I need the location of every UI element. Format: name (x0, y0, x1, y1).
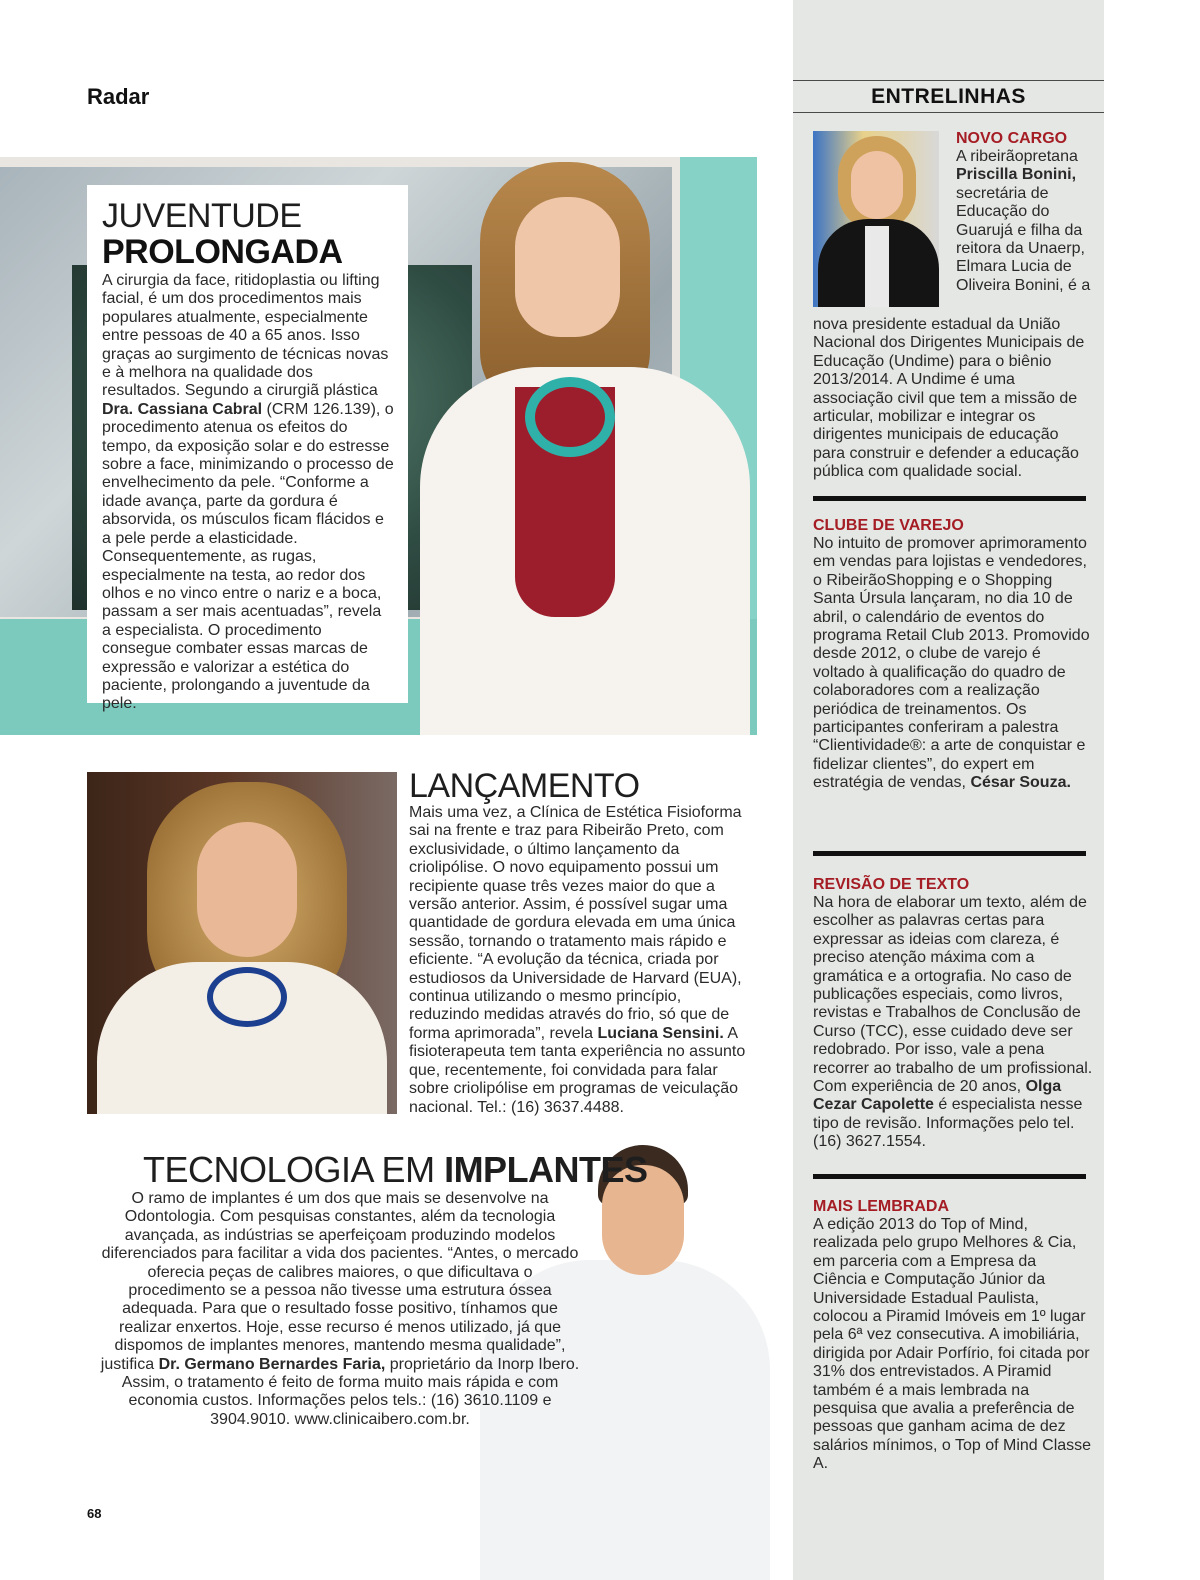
story-implantes-title: TECNOLOGIA EM IMPLANTES (143, 1149, 648, 1190)
novo-cargo-photo (813, 131, 939, 307)
sidebar-separator (813, 1174, 1086, 1179)
mais-lembrada-body: A edição 2013 do Top of Mind, realizada pelo grupo Melhores & Cia, em parceria com a Empresa da Ciência e Computação Júnior da Universidade Estadual Paulista, colocou a Piramid Imóveis em 1º lugar pela 6ª vez consecutiva. A imobiliária, dirigida por Adair Porfírio, foi citada por 31% dos entrevistados. A Piramid também é a mais lembrada na pesquisa que avalia a preferência de pessoas que ganham acima de dez salários mínimos, o Top of Mind Classe A. (813, 1216, 1092, 1473)
page-number: 68 (87, 1506, 102, 1521)
sidebar-separator (813, 851, 1086, 856)
revisao-texto-item (813, 876, 1093, 1152)
mais-lembrada-heading: MAIS LEMBRADA (813, 1198, 949, 1215)
story-implantes-body: O ramo de implantes é um dos que mais se desenvolve na Odontologia. Com pesquisas constantes, além da tecnologia avançada, as indústrias se aperfeiçoam produzindo modelos diferenciados para facilitar a vida dos pacientes. “Antes, o mercado oferecia peças de calibres maiores, o que dificultava o procedimento se a pessoa não tivesse uma estrutura óssea adequada. Para que o resultado fosse positivo, tínhamos que realizar enxertos. Hoje, esse recurso é menos utilizado, já que dispomos de implantes menores, mantendo mesma qualidade”, justifica Dr. Germano Bernardes Faria, proprietário da Inorp Ibero. Assim, o tratamento é feito de forma muito mais rápida e com economia custos. Informações pelos tels.: (16) 3610.1109 e 3904.9010. www.clinicaibero.com.br. (100, 1190, 580, 1428)
story-lancamento (409, 768, 754, 1117)
novo-cargo-body: A ribeirãopretana Priscilla Bonini, secretária de Educação do Guarujá e filha da reitora da Unaerp, Elmara Lucia de Oliveira Bonini, é a (956, 148, 1091, 294)
story-juventude-body: A cirurgia da face, ritidoplastia ou lifting facial, é um dos procedimentos mais populares atualmente, especialmente entre pessoas de 40 a 65 anos. Isso graças ao surgimento de técnicas novas e à melhora na qualidade dos resultados. Segundo a cirurgiã plástica Dra. Cassiana Cabral (CRM 126.139), o procedimento atenua os efeitos do tempo, da exposição solar e do estresse sobre a face, minimizando o processo de envelhecimento da pele. “Conforme a idade avança, parte da gordura é absorvida, os músculos ficam flácidos e a pele perde a elasticidade. Consequentemente, as rugas, especialmente na testa, ao redor dos olhos e no vinco entre o nariz e a boca, passam a ser mais acentuadas”, revela a especialista. O procedimento consegue combater essas marcas de expressão e valorizar a estética do paciente, prolongando a juventude da pele. (102, 272, 394, 713)
sidebar-top-rule (793, 80, 1104, 81)
novo-cargo-heading: NOVO CARGO (956, 130, 1068, 147)
story-juventude-title-bold: PROLONGADA (102, 233, 343, 271)
revisao-texto-body: Na hora de elaborar um texto, além de escolher as palavras certas para expressar as ideias com clareza, é preciso atenção máxima com a gramática e a ortografia. No caso de publicações especiais, como livros, revistas e Trabalhos de Conclusão de Curso (TCC), esse cuidado deve ser redobrado. Por isso, vale a pena recorrer ao trabalho de um profissional. Com experiência de 20 anos, Olga Cezar Capolette é especialista nesse tipo de revisão. Informações pelo tel. (16) 3627.1554. (813, 894, 1093, 1151)
story-juventude-title-light: JUVENTUDE (102, 197, 302, 235)
novo-cargo-body-continued: nova presidente estadual da União Nacional dos Dirigentes Municipais de Educação (Undime) para o biênio 2013/2014. A Undime é uma associação civil que tem a missão de articular, mobilizar e integrar os dirigentes municipais de educação para construir e defender a educação pública com qualidade social. (813, 316, 1085, 481)
story-lancamento-title: LANÇAMENTO (409, 767, 640, 805)
story-lancamento-body: Mais uma vez, a Clínica de Estética Fisioforma sai na frente e traz para Ribeirão Preto, com exclusividade, o último lançamento da criolipólise. O novo equipamento possui um recipiente quase três vezes maior do que a versão anterior. Assim, é possível sugar uma quantidade de gordura elevada em uma única sessão, tornando o tratamento mais rápido e eficiente. “A evolução da técnica, criada por estudiosos da Universidade de Harvard (EUA), continua utilizando o mesmo princípio, reduzindo medidas através do frio, só que de forma aprimorada”, revela Luciana Sensini. A fisioterapeuta tem tanta experiência no assunto que, recentemente, foi convidada para falar sobre criolipólise em programas de veiculação nacional. Tel.: (16) 3637.4488. (409, 804, 746, 1116)
clube-varejo-heading: CLUBE DE VAREJO (813, 517, 964, 534)
novo-cargo-item (956, 130, 1096, 295)
revisao-texto-heading: REVISÃO DE TEXTO (813, 876, 970, 893)
story-juventude (87, 185, 408, 713)
section-label: Radar (87, 84, 150, 109)
physio-portrait (87, 772, 397, 1114)
sidebar-title-rule (793, 112, 1104, 113)
doctor-portrait (420, 162, 757, 735)
clube-varejo-item (813, 517, 1093, 793)
sidebar-title: ENTRELINHAS (871, 85, 1026, 108)
clube-varejo-body: No intuito de promover aprimoramento em vendas para lojistas e vendedores, o RibeirãoShopping e o Shopping Santa Úrsula lançaram, no dia 10 de abril, o calendário de eventos do programa Retail Club 2013. Promovido desde 2012, o clube de varejo é voltado à qualificação do quadro de colaboradores com a realização periódica de treinamentos. Os participantes conferiram a palestra “Clientividade®: a arte de conquistar e fidelizar clientes”, do expert em estratégia de vendas, César Souza. (813, 535, 1090, 792)
sidebar-separator (813, 496, 1086, 501)
mais-lembrada-item (813, 1198, 1093, 1474)
